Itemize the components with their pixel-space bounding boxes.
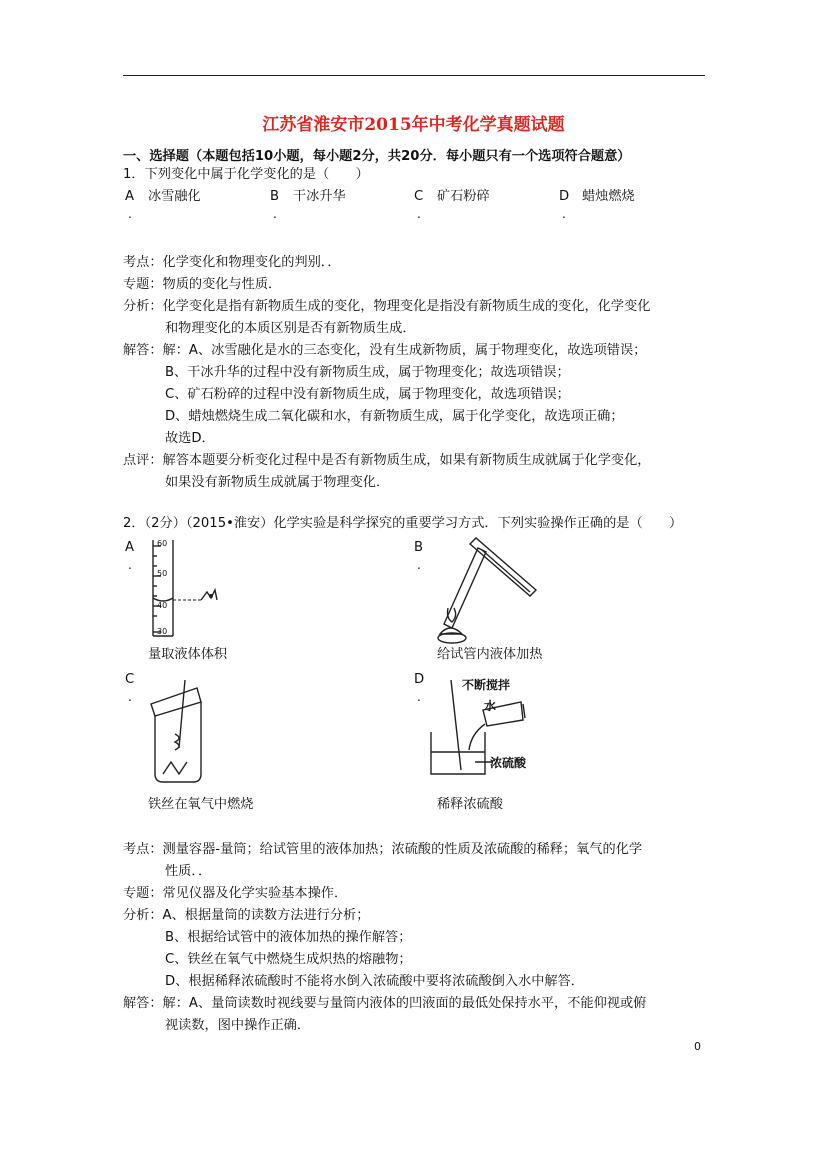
q2-zhuanti: 专题：常见仪器及化学实验基本操作． <box>123 886 348 901</box>
label-water: 水 <box>484 699 497 713</box>
option-dot: . <box>417 207 421 221</box>
q1-jieda-line1: 解答：解：A、冰雪融化是水的三态变化，没有生成新物质，属于物理变化，故选项错误； <box>123 343 647 358</box>
q1-option-d-text: 蜡烛燃烧 <box>582 189 635 204</box>
q2-option-c-caption: 铁丝在氧气中燃烧 <box>148 797 254 812</box>
q2-option-d-letter: D <box>414 672 425 687</box>
q2-stem: 2．（2分）（2015•淮安）化学实验是科学探究的重要学习方式．下列实验操作正确的是（ ） <box>123 516 683 531</box>
option-dot: . <box>417 690 421 704</box>
q2-jieda-line1: 解答：解：A、量筒读数时视线要与量筒内液体的凹液面的最低处保持水平，不能仰视或俯 <box>123 996 647 1011</box>
test-tube-heating-figure <box>430 536 550 646</box>
q1-option-a-text: 冰雪融化 <box>148 189 201 204</box>
q2-kaodian-line1: 考点：测量容器-量筒；给试管里的液体加热；浓硫酸的性质及浓硫酸的稀释；氧气的化学 <box>123 842 643 857</box>
q1-jieda-line3: C、矿石粉碎的过程中没有新物质生成，属于物理变化，故选项错误； <box>165 387 570 402</box>
iron-wire-bottle-figure <box>145 678 215 788</box>
q1-option-a-letter: A <box>125 189 135 204</box>
q2-option-d-caption: 稀释浓硫酸 <box>437 797 503 812</box>
q1-option-d-letter: D <box>559 189 570 204</box>
q2-option-a-letter: A <box>125 540 135 555</box>
option-dot: . <box>417 558 421 572</box>
q1-fenxi-line1: 分析：化学变化是指有新物质生成的变化，物理变化是指没有新物质生成的变化，化学变化 <box>123 299 651 314</box>
q1-fenxi-line2: 和物理变化的本质区别是否有新物质生成． <box>165 321 416 336</box>
q1-zhuanti: 专题：物质的变化与性质． <box>123 277 282 292</box>
q1-option-b-text: 干冰升华 <box>293 189 346 204</box>
option-dot: . <box>562 207 566 221</box>
option-dot: . <box>128 207 132 221</box>
page-number: 0 <box>694 1040 701 1053</box>
q2-fenxi-line4: D、根据稀释浓硫酸时不能将水倒入浓硫酸中要将浓硫酸倒入水中解答． <box>165 974 584 989</box>
q1-stem: 1．下列变化中属于化学变化的是（ ） <box>123 167 369 182</box>
q1-option-c-letter: C <box>414 189 424 204</box>
tick-label-60: 60 <box>157 539 168 548</box>
q2-fenxi-line1: 分析：A、根据量筒的读数方法进行分析； <box>123 908 370 923</box>
q1-kaodian: 考点：化学变化和物理变化的判别．． <box>123 255 341 270</box>
q1-dianping-line1: 点评：解答本题要分析变化过程中是否有新物质生成，如果有新物质生成就属于化学变化， <box>123 453 651 468</box>
option-dot: . <box>128 690 132 704</box>
q2-kaodian-line2: 性质．． <box>165 864 212 879</box>
section-heading: 一、选择题（本题包括10小题，每小题2分，共20分．每小题只有一个选项符合题意） <box>123 149 631 164</box>
q1-jieda-line4: D、蜡烛燃烧生成二氧化碳和水，有新物质生成，属于化学变化，故选项正确； <box>165 409 624 424</box>
q2-option-b-letter: B <box>414 540 424 555</box>
q1-option-c-text: 矿石粉碎 <box>437 189 490 204</box>
q1-dianping-line2: 如果没有新物质生成就属于物理变化． <box>165 475 390 490</box>
q1-jieda-line2: B、干冰升华的过程中没有新物质生成，属于物理变化；故选项错误； <box>165 365 570 380</box>
q1-jieda-line5: 故选D． <box>165 431 215 446</box>
tick-label-50: 50 <box>157 569 168 578</box>
q2-fenxi-line3: C、铁丝在氧气中燃烧生成炽热的熔融物； <box>165 952 412 967</box>
q2-option-a-caption: 量取液体体积 <box>148 647 228 662</box>
q1-option-b-letter: B <box>270 189 280 204</box>
header-rule <box>123 75 705 76</box>
graduated-cylinder-figure <box>145 538 235 638</box>
q2-option-c-letter: C <box>125 672 135 687</box>
option-dot: . <box>128 558 132 572</box>
q2-option-b-caption: 给试管内液体加热 <box>437 647 543 662</box>
option-dot: . <box>273 207 277 221</box>
q2-jieda-line2: 视读数，图中操作正确． <box>165 1018 311 1033</box>
tick-label-30: 30 <box>157 627 168 636</box>
page-title: 江苏省淮安市2015年中考化学真题试题 <box>262 115 565 135</box>
q2-fenxi-line2: B、根据给试管中的液体加热的操作解答； <box>165 930 412 945</box>
label-stir: 不断搅拌 <box>462 678 511 692</box>
tick-label-40: 40 <box>157 601 168 610</box>
label-acid: 浓硫酸 <box>490 756 527 770</box>
